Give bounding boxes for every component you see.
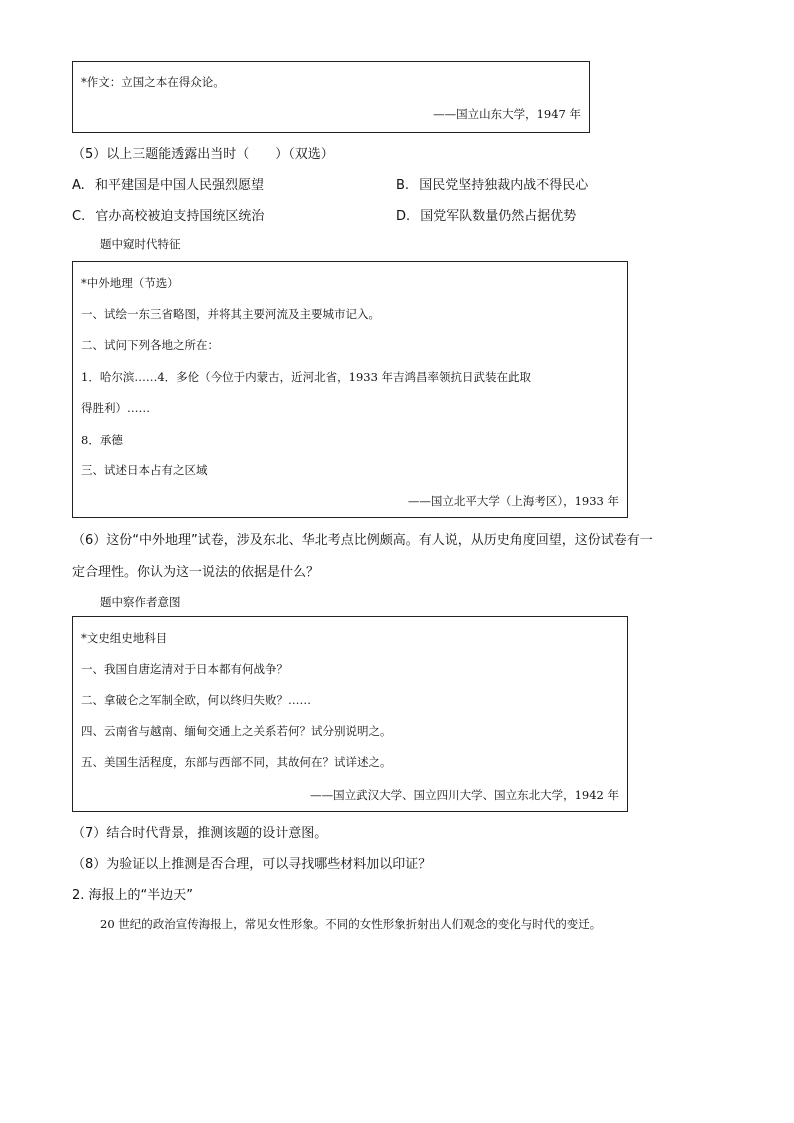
q5-stem: （5）以上三题能透露出当时（ ）（双选） bbox=[72, 147, 334, 162]
box2-line: 一、试绘一东三省略图，并将其主要河流及主要城市记入。 bbox=[81, 307, 380, 321]
box1-source: ——国立山东大学，1947 年 bbox=[433, 107, 581, 121]
box3-line: 四、云南省与越南、缅甸交通上之关系若何？试分别说明之。 bbox=[81, 724, 392, 738]
section-heading-intent: 题中察作者意图 bbox=[100, 595, 181, 609]
q8: （8）为验证以上推测是否合理，可以寻找哪些材料加以印证？ bbox=[72, 857, 432, 872]
box3-source: ——国立武汉大学、国立四川大学、国立东北大学，1942 年 bbox=[310, 788, 619, 802]
option-text: 和平建国是中国人民强烈愿望 bbox=[94, 178, 264, 193]
box2-title: *中外地理（节选） bbox=[81, 276, 179, 290]
box2-line: 1．哈尔滨……4．多伦（今位于内蒙古，近河北省，1933 年吉鸿昌率领抗日武装在此取 bbox=[81, 370, 532, 384]
source-box-1 bbox=[72, 61, 590, 133]
option-label: A. bbox=[72, 178, 85, 193]
q5-option-a bbox=[72, 174, 264, 193]
box3-line: 一、我国自唐迄清对于日本都有何战争？ bbox=[81, 662, 288, 676]
part2-intro: 20 世纪的政治宣传海报上，常见女性形象。不同的女性形象折射出人们观念的变化与时代的变迁。 bbox=[100, 917, 602, 931]
q6-line2: 定合理性。你认为这一说法的依据是什么？ bbox=[72, 565, 320, 580]
box2-line: 二、试问下列各地之所在： bbox=[81, 338, 219, 352]
box3-line: 二、拿破仑之军制全欧，何以终归失败？…… bbox=[81, 693, 311, 707]
option-label: D. bbox=[396, 209, 411, 224]
source-box-2 bbox=[72, 261, 628, 518]
box2-source: ——国立北平大学（上海考区），1933 年 bbox=[407, 494, 619, 508]
box3-title: *文史组史地科目 bbox=[81, 631, 168, 645]
q5-option-b bbox=[396, 174, 588, 193]
q5-option-c bbox=[72, 205, 264, 224]
section-heading-era: 题中窥时代特征 bbox=[100, 237, 181, 251]
box3-line: 五、美国生活程度，东部与西部不同，其故何在？试详述之。 bbox=[81, 755, 392, 769]
box2-line: 8．承德 bbox=[81, 433, 123, 447]
box2-line: 三、试述日本占有之区域 bbox=[81, 463, 208, 477]
box1-title: *作文：立国之本在得众论。 bbox=[81, 75, 225, 89]
option-text: 国民党坚持独裁内战不得民心 bbox=[419, 178, 589, 193]
q5-option-d bbox=[396, 205, 576, 224]
option-text: 国党军队数量仍然占据优势 bbox=[420, 209, 577, 224]
box2-line: 得胜利）…… bbox=[81, 401, 150, 415]
q6-line1: （6）这份“中外地理”试卷，涉及东北、华北考点比例颇高。有人说，从历史角度回望，这份试卷有一 bbox=[72, 533, 653, 548]
part2-title: 2. 海报上的“半边天” bbox=[72, 888, 194, 903]
source-box-3 bbox=[72, 616, 628, 812]
option-label: B. bbox=[396, 178, 410, 193]
option-label: C. bbox=[72, 209, 86, 224]
q7: （7）结合时代背景，推测该题的设计意图。 bbox=[72, 826, 328, 841]
option-text: 官办高校被迫支持国统区统治 bbox=[95, 209, 265, 224]
